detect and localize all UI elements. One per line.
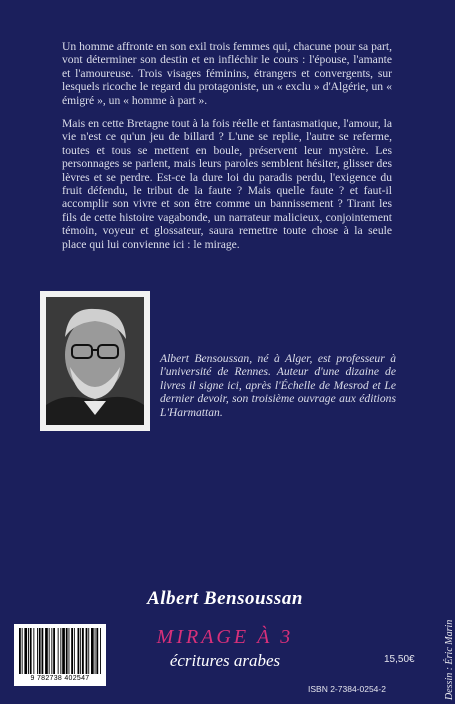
blurb-paragraph-2: Mais en cette Bretagne tout à la fois réelle et fantasmatique, l'amour, la vie n'est ce qu'un jeu de billard ? L'une se replie, l'autre se referme, toutes et tous se mettent en boule, préservent leur mystère. Les personnages se parlent, mais leurs paroles semblent hésiter, glisser des lèvres et se perdre. Est-ce la dure loi du paradis perdu, l'exigence du fruit défendu, le tribut de la faute ? Mais quelle faute ? et faut-il accomplir son vivre et son être comme un bannissement ? Tirant les fils de cette histoire vagabonde, un narrateur malicieux, conjointement témoin, voyeur et glossateur, saura remettre toute chose à la seule place qui lui convienne ici : le mirage.	[62, 117, 392, 251]
back-cover-blurb	[62, 40, 392, 261]
blurb-paragraph-1: Un homme affronte en son exil trois femmes qui, chacune pour sa part, vont déterminer son destin et en infléchir le cours : l'épouse, l'amante et l'amoureuse. Trois visages féminins, étrangers et convergents, sur lesquels ricoche le regard du protagoniste, un « exclu » d'Algérie, un « émigré », un « homme à part ».	[62, 40, 392, 107]
author-photo-frame	[40, 291, 150, 431]
barcode-number: 9 782738 402547	[30, 675, 90, 682]
barcode	[14, 624, 106, 686]
author-photo	[46, 297, 144, 425]
series-name: écritures arabes	[169, 651, 281, 670]
barcode-bars	[18, 628, 102, 674]
book-title: MIRAGE À 3	[156, 626, 294, 648]
isbn: ISBN 2-7384-0254-2	[308, 684, 386, 694]
author-name: Albert Bensoussan	[147, 588, 303, 609]
author-portrait-illustration	[46, 297, 144, 425]
price: 15,50€	[384, 654, 415, 665]
illustration-credit: Dessin : Éric Marin	[444, 619, 455, 700]
author-bio: Albert Bensoussan, né à Alger, est professeur à l'université de Rennes. Auteur d'une dizaine de livres il signe ici, après l'Échelle de Mesrod et Le dernier devoir, son troisième ouvrage aux éditions L'Harmattan.	[160, 352, 396, 419]
